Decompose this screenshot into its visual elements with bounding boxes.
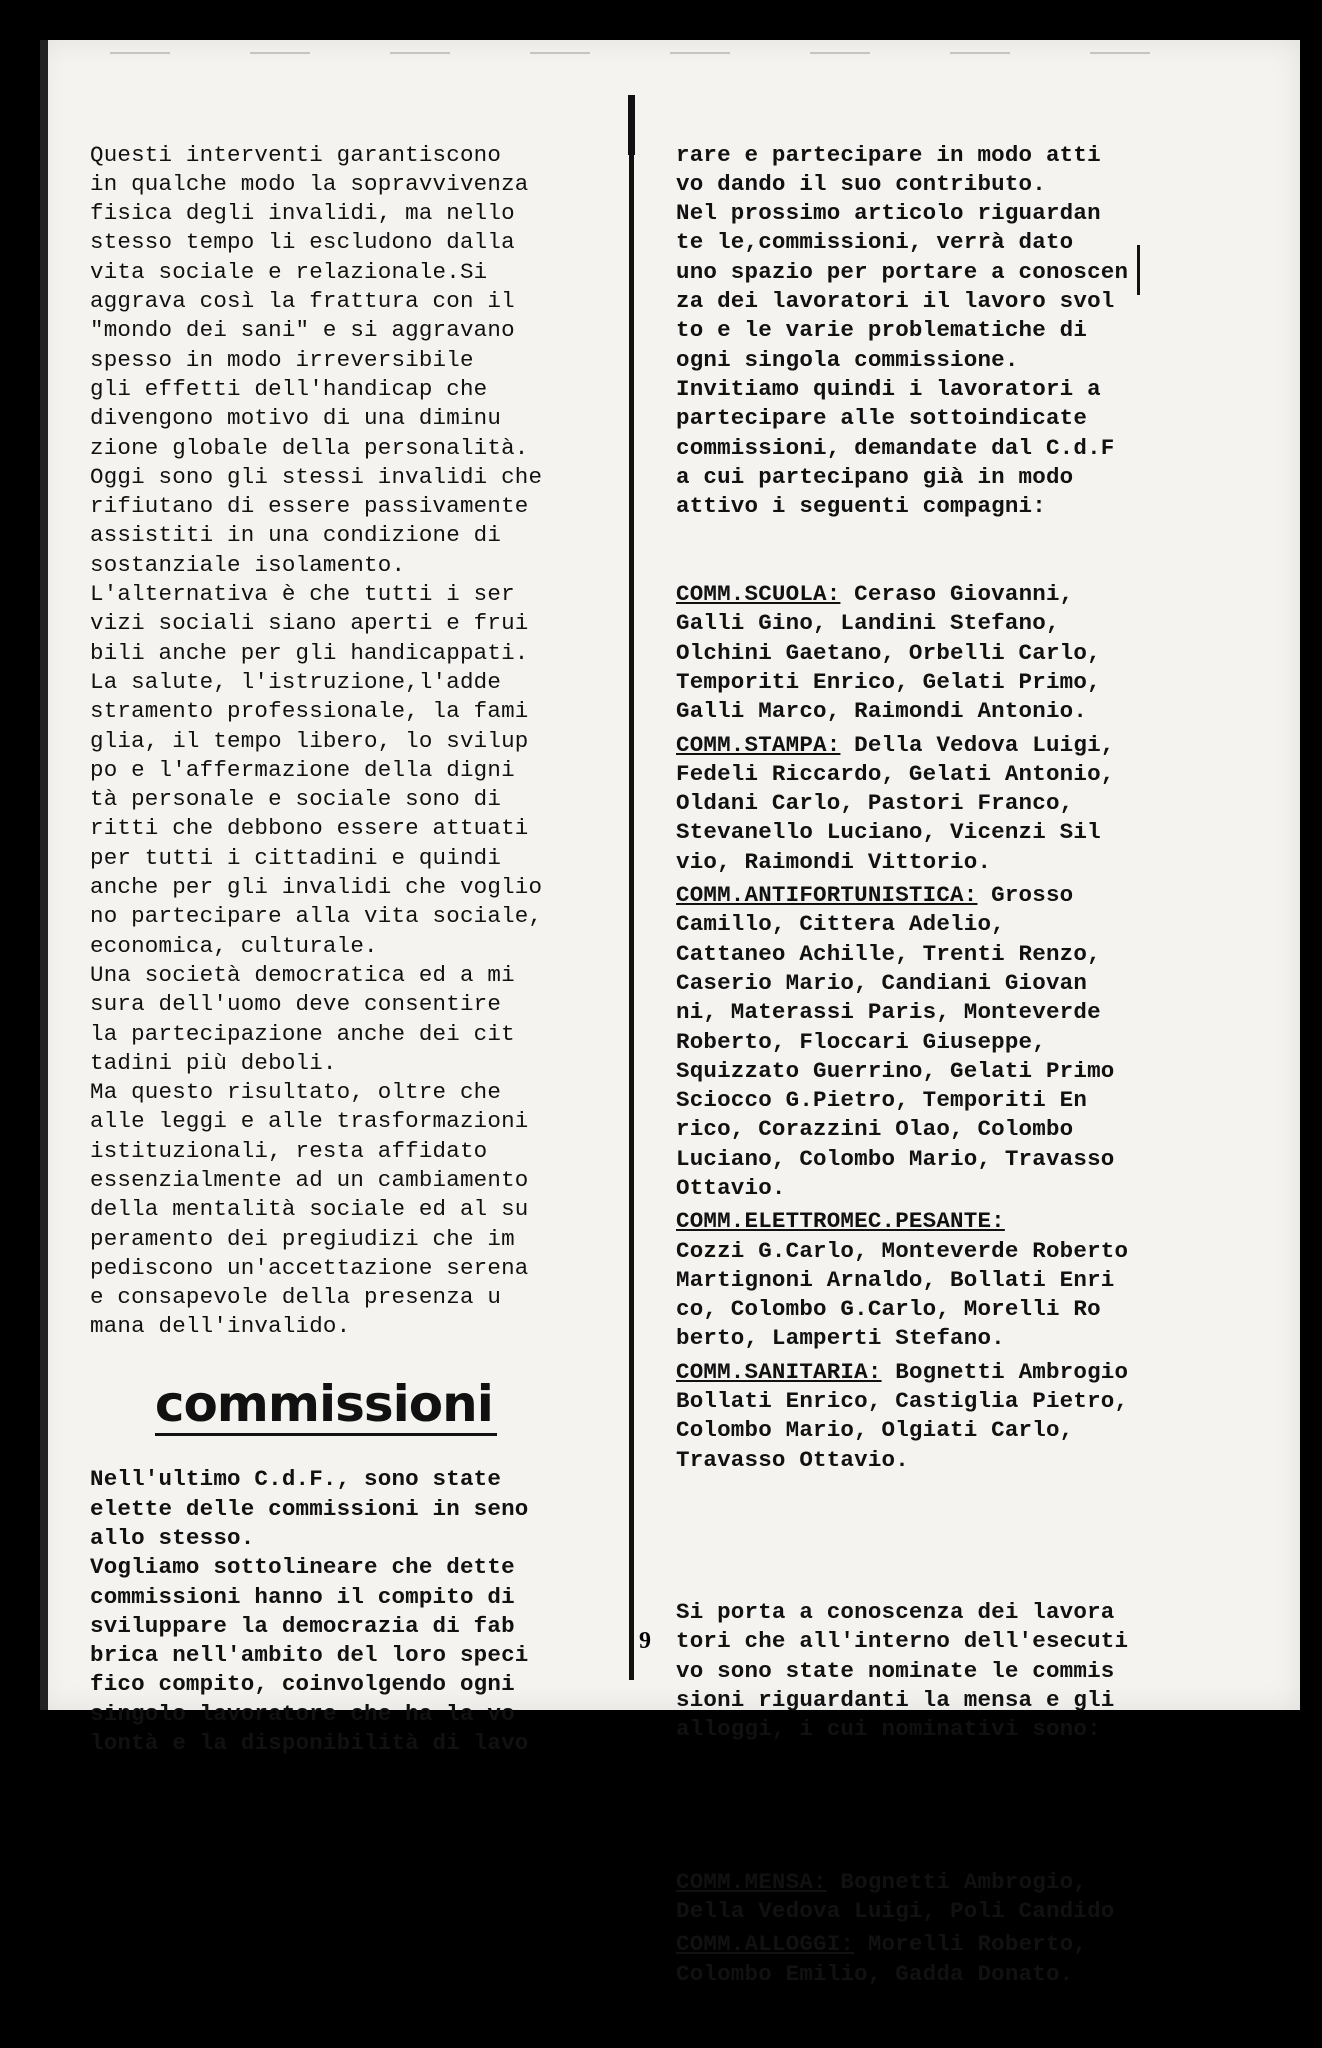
commission-first-line bbox=[676, 881, 1236, 910]
text-line: Nell'ultimo C.d.F., sono state bbox=[90, 1466, 502, 1493]
commission-first-line bbox=[676, 580, 1236, 609]
commission-first-line bbox=[676, 1207, 1236, 1236]
commission-members-line: Travasso Ottavio. bbox=[676, 1446, 909, 1473]
commission-members-line: berto, Lamperti Stefano. bbox=[676, 1325, 1005, 1352]
commission-members-line: Cozzi G.Carlo, Monteverde Roberto bbox=[676, 1237, 1129, 1264]
text-line: Nel prossimo articolo riguardan bbox=[676, 200, 1101, 227]
text-line: stesso tempo li escludono dalla bbox=[90, 229, 515, 256]
commission-first-line bbox=[676, 1930, 1236, 1959]
text-line: spesso in modo irreversibile bbox=[90, 346, 474, 373]
text-line: po e l'affermazione della digni bbox=[90, 756, 515, 783]
commission-members-line: Cattaneo Achille, Trenti Renzo, bbox=[676, 940, 1101, 967]
commission-members-line: Della Vedova Luigi, Poli Candido bbox=[676, 1898, 1115, 1925]
commission-members-line: Colombo Emilio, Gadda Donato. bbox=[676, 1960, 1074, 1987]
text-line: "mondo dei sani" e si aggravano bbox=[90, 317, 515, 344]
commission-members-line: Squizzato Guerrino, Gelati Primo bbox=[676, 1057, 1115, 1084]
commission-members-line: ni, Materassi Paris, Monteverde bbox=[676, 999, 1101, 1026]
left-text-top bbox=[90, 141, 630, 1342]
text-line: singolo lavoratore che ha la vo bbox=[90, 1700, 515, 1727]
text-line: Ma questo risultato, oltre che bbox=[90, 1079, 502, 1106]
commission-members-line: Caserio Mario, Candiani Giovan bbox=[676, 969, 1088, 996]
left-column bbox=[90, 82, 630, 1817]
text-line: commissioni hanno il compito di bbox=[90, 1583, 515, 1610]
commission-first-line bbox=[676, 731, 1236, 760]
text-line: sostanziale isolamento. bbox=[90, 551, 406, 578]
text-line: a cui partecipano già in modo bbox=[676, 463, 1074, 490]
right-column bbox=[676, 82, 1236, 2048]
text-line: la partecipazione anche dei cit bbox=[90, 1020, 515, 1047]
text-line: commissioni, demandate dal C.d.F bbox=[676, 434, 1115, 461]
page-binding-edge bbox=[40, 40, 48, 1710]
commission-members: Bognetti Ambrogio, bbox=[826, 1868, 1088, 1895]
text-line: vo sono state nominate le commis bbox=[676, 1657, 1115, 1684]
commission-members: Morelli Roberto, bbox=[854, 1931, 1088, 1958]
exec-commission-list bbox=[676, 1868, 1236, 1989]
text-line: assistiti in una condizione di bbox=[90, 522, 502, 549]
text-line: in qualche modo la sopravvivenza bbox=[90, 170, 529, 197]
text-line: partecipare alle sottoindicate bbox=[676, 405, 1088, 432]
text-line: no partecipare alla vita sociale, bbox=[90, 903, 543, 930]
commission-label: COMM.SANITARIA: bbox=[676, 1358, 882, 1385]
page-number: 9 bbox=[639, 1628, 651, 1654]
text-line: gli effetti dell'handicap che bbox=[90, 375, 488, 402]
text-line: L'alternativa è che tutti i ser bbox=[90, 581, 515, 608]
text-line: bili anche per gli handicappati. bbox=[90, 639, 529, 666]
commission-list bbox=[676, 580, 1236, 1475]
commission-members-line: Galli Gino, Landini Stefano, bbox=[676, 610, 1060, 637]
text-line: te le,commissioni, verrà dato bbox=[676, 229, 1074, 256]
text-line: anche per gli invalidi che voglio bbox=[90, 874, 543, 901]
text-line: ogni singola commissione. bbox=[676, 346, 1019, 373]
text-line: za dei lavoratori il lavoro svol bbox=[676, 288, 1115, 315]
gap bbox=[676, 1534, 1236, 1540]
commission-members-line: rico, Corazzini Olao, Colombo bbox=[676, 1116, 1074, 1143]
text-line: ritti che debbono essere attuati bbox=[90, 815, 529, 842]
commission-block bbox=[676, 1358, 1236, 1475]
text-line: istituzionali, resta affidato bbox=[90, 1137, 488, 1164]
section-heading: commissioni bbox=[155, 1375, 497, 1436]
document-page bbox=[40, 40, 1300, 1987]
commission-members-line: Martignoni Arnaldo, Bollati Enri bbox=[676, 1266, 1115, 1293]
commission-block bbox=[676, 1930, 1236, 1989]
commission-first-line bbox=[676, 1358, 1236, 1387]
commission-members-line: co, Colombo G.Carlo, Morelli Ro bbox=[676, 1296, 1101, 1323]
text-line: stramento professionale, la fami bbox=[90, 698, 529, 725]
text-line: pediscono un'accettazione serena bbox=[90, 1254, 529, 1281]
text-line: mana dell'invalido. bbox=[90, 1313, 351, 1340]
text-line: brica nell'ambito del loro speci bbox=[90, 1642, 529, 1669]
commission-members-line: Olchini Gaetano, Orbelli Carlo, bbox=[676, 639, 1101, 666]
commission-block bbox=[676, 881, 1236, 1203]
text-line: zione globale della personalità. bbox=[90, 434, 529, 461]
text-line: tadini più deboli. bbox=[90, 1049, 337, 1076]
text-line: essenzialmente ad un cambiamento bbox=[90, 1166, 529, 1193]
text-line: uno spazio per portare a conoscen bbox=[676, 258, 1129, 285]
text-line: per tutti i cittadini e quindi bbox=[90, 844, 502, 871]
commission-members-line: Galli Marco, Raimondi Antonio. bbox=[676, 698, 1088, 725]
text-line: Oggi sono gli stessi invalidi che bbox=[90, 463, 543, 490]
commission-members-line: vio, Raimondi Vittorio. bbox=[676, 848, 992, 875]
commission-members-line: Camillo, Cittera Adelio, bbox=[676, 911, 1005, 938]
commission-label: COMM.ALLOGGI: bbox=[676, 1931, 855, 1958]
text-line: Questi interventi garantiscono bbox=[90, 141, 502, 168]
text-line: e consapevole della presenza u bbox=[90, 1284, 502, 1311]
commission-members: Ceraso Giovanni, bbox=[840, 581, 1074, 608]
commission-members-line: Oldani Carlo, Pastori Franco, bbox=[676, 790, 1074, 817]
text-line: rare e partecipare in modo atti bbox=[676, 141, 1101, 168]
right-notice-text bbox=[676, 1598, 1236, 1744]
commission-members-line: Stevanello Luciano, Vicenzi Sil bbox=[676, 819, 1101, 846]
commission-label: COMM.SCUOLA: bbox=[676, 581, 841, 608]
commission-label: COMM.ELETTROMEC.PESANTE: bbox=[676, 1208, 1005, 1235]
text-line: vita sociale e relazionale.Si bbox=[90, 258, 488, 285]
text-line: lontà e la disponibilità di lavo bbox=[90, 1730, 529, 1757]
text-line: Si porta a conoscenza dei lavora bbox=[676, 1599, 1115, 1626]
text-line: rifiutano di essere passivamente bbox=[90, 493, 529, 520]
text-line: vizi sociali siano aperti e frui bbox=[90, 610, 529, 637]
text-line: peramento dei pregiudizi che im bbox=[90, 1225, 515, 1252]
text-line: glia, il tempo libero, lo svilup bbox=[90, 727, 529, 754]
text-line: elette delle commissioni in seno bbox=[90, 1495, 529, 1522]
text-line: attivo i seguenti compagni: bbox=[676, 493, 1046, 520]
commission-members: Grosso bbox=[977, 882, 1074, 909]
scan-artifact-line bbox=[110, 52, 1210, 54]
column-divider bbox=[629, 100, 634, 1680]
commission-members: Della Vedova Luigi, bbox=[840, 731, 1115, 758]
commission-members-line: Ottavio. bbox=[676, 1174, 786, 1201]
text-line: Una società democratica ed a mi bbox=[90, 961, 515, 988]
commission-block bbox=[676, 1868, 1236, 1927]
text-line: divengono motivo di una diminu bbox=[90, 405, 502, 432]
text-line: vo dando il suo contributo. bbox=[676, 170, 1046, 197]
commission-label: COMM.ANTIFORTUNISTICA: bbox=[676, 882, 978, 909]
text-line: tà personale e sociale sono di bbox=[90, 786, 502, 813]
commission-label: COMM.MENSA: bbox=[676, 1868, 827, 1895]
text-line: sura dell'uomo deve consentire bbox=[90, 991, 502, 1018]
text-line: Vogliamo sottolineare che dette bbox=[90, 1554, 515, 1581]
text-line: tori che all'interno dell'esecuti bbox=[676, 1628, 1129, 1655]
left-text-bottom bbox=[90, 1465, 630, 1758]
commission-members-line: Bollati Enrico, Castiglia Pietro, bbox=[676, 1388, 1129, 1415]
commission-label: COMM.STAMPA: bbox=[676, 731, 841, 758]
right-intro-text bbox=[676, 141, 1236, 522]
commission-members-line: Sciocco G.Pietro, Temporiti En bbox=[676, 1087, 1088, 1114]
commission-members: Bognetti Ambrogio bbox=[881, 1358, 1129, 1385]
commission-members-line: Fedeli Riccardo, Gelati Antonio, bbox=[676, 760, 1115, 787]
text-line: sioni riguardanti la mensa e gli bbox=[676, 1687, 1115, 1714]
commission-members-line: Colombo Mario, Olgiati Carlo, bbox=[676, 1417, 1074, 1444]
text-line: della mentalità sociale ed al su bbox=[90, 1196, 529, 1223]
commission-members-line: Temporiti Enrico, Gelati Primo, bbox=[676, 668, 1101, 695]
text-line: Invitiamo quindi i lavoratori a bbox=[676, 375, 1101, 402]
gap bbox=[676, 1803, 1236, 1809]
commission-first-line bbox=[676, 1868, 1236, 1897]
commission-block bbox=[676, 731, 1236, 877]
text-line: fico compito, coinvolgendo ogni bbox=[90, 1671, 515, 1698]
text-line: alloggi, i cui nominativi sono: bbox=[676, 1716, 1101, 1743]
text-line: allo stesso. bbox=[90, 1524, 255, 1551]
commission-block bbox=[676, 580, 1236, 726]
text-line: alle leggi e alle trasformazioni bbox=[90, 1108, 529, 1135]
commission-members-line: Roberto, Floccari Giuseppe, bbox=[676, 1028, 1046, 1055]
text-line: aggrava così la frattura con il bbox=[90, 288, 515, 315]
text-line: economica, culturale. bbox=[90, 932, 378, 959]
commission-block bbox=[676, 1207, 1236, 1353]
text-line: fisica degli invalidi, ma nello bbox=[90, 200, 515, 227]
commission-members-line: Luciano, Colombo Mario, Travasso bbox=[676, 1145, 1115, 1172]
text-line: La salute, l'istruzione,l'adde bbox=[90, 668, 502, 695]
text-line: to e le varie problematiche di bbox=[676, 317, 1088, 344]
text-line: sviluppare la democrazia di fab bbox=[90, 1612, 515, 1639]
